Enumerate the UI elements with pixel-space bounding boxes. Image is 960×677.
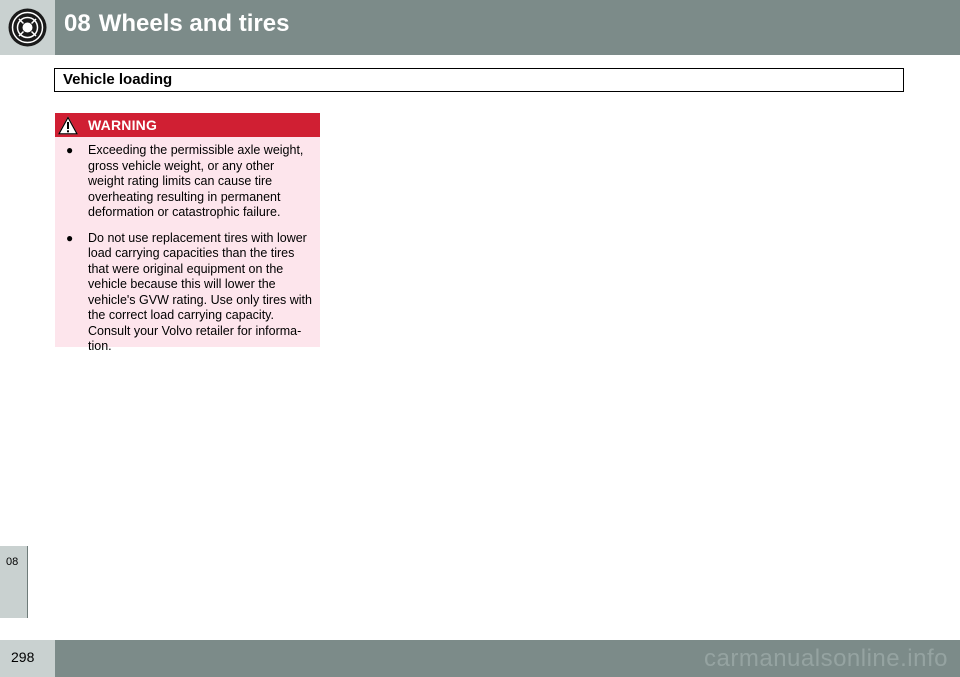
section-title: Vehicle loading bbox=[63, 71, 173, 88]
chapter-number: 08 bbox=[64, 10, 91, 37]
warning-list bbox=[55, 137, 320, 355]
chapter-header bbox=[0, 0, 960, 55]
section-heading bbox=[54, 68, 904, 92]
chapter-side-tab[interactable] bbox=[0, 546, 28, 618]
watermark: carmanualsonline.info bbox=[704, 645, 948, 672]
bullet-icon: ● bbox=[66, 230, 74, 245]
page-number: 298 bbox=[11, 649, 35, 665]
warning-item bbox=[55, 143, 320, 221]
warning-item-text: Do not use replacement tires with lower load carrying capacities than the tires that were original equipment on the vehicle because this will lower the vehicle's GVW rating. Use only tires with the correct load carrying capacity. Consult your Volvo retailer for informa-tion. bbox=[88, 230, 312, 353]
warning-item bbox=[55, 231, 320, 355]
chapter-icon-box bbox=[0, 0, 55, 55]
warning-header bbox=[55, 113, 320, 137]
warning-triangle-icon bbox=[56, 114, 80, 136]
chapter-title bbox=[64, 10, 289, 38]
warning-item-text: Exceeding the permissible axle weight, gross vehicle weight, or any other weight rating limits can cause tire overheating resulting in permanent deformation or catastrophic failure. bbox=[88, 143, 304, 219]
page-footer bbox=[0, 640, 960, 677]
side-tab-label: 08 bbox=[6, 556, 19, 568]
bullet-icon: ● bbox=[66, 143, 74, 157]
tire-icon bbox=[7, 7, 48, 48]
warning-title: WARNING bbox=[88, 117, 158, 133]
page-number-box bbox=[0, 640, 55, 677]
chapter-name: Wheels and tires bbox=[98, 10, 290, 37]
warning-box bbox=[55, 113, 320, 353]
